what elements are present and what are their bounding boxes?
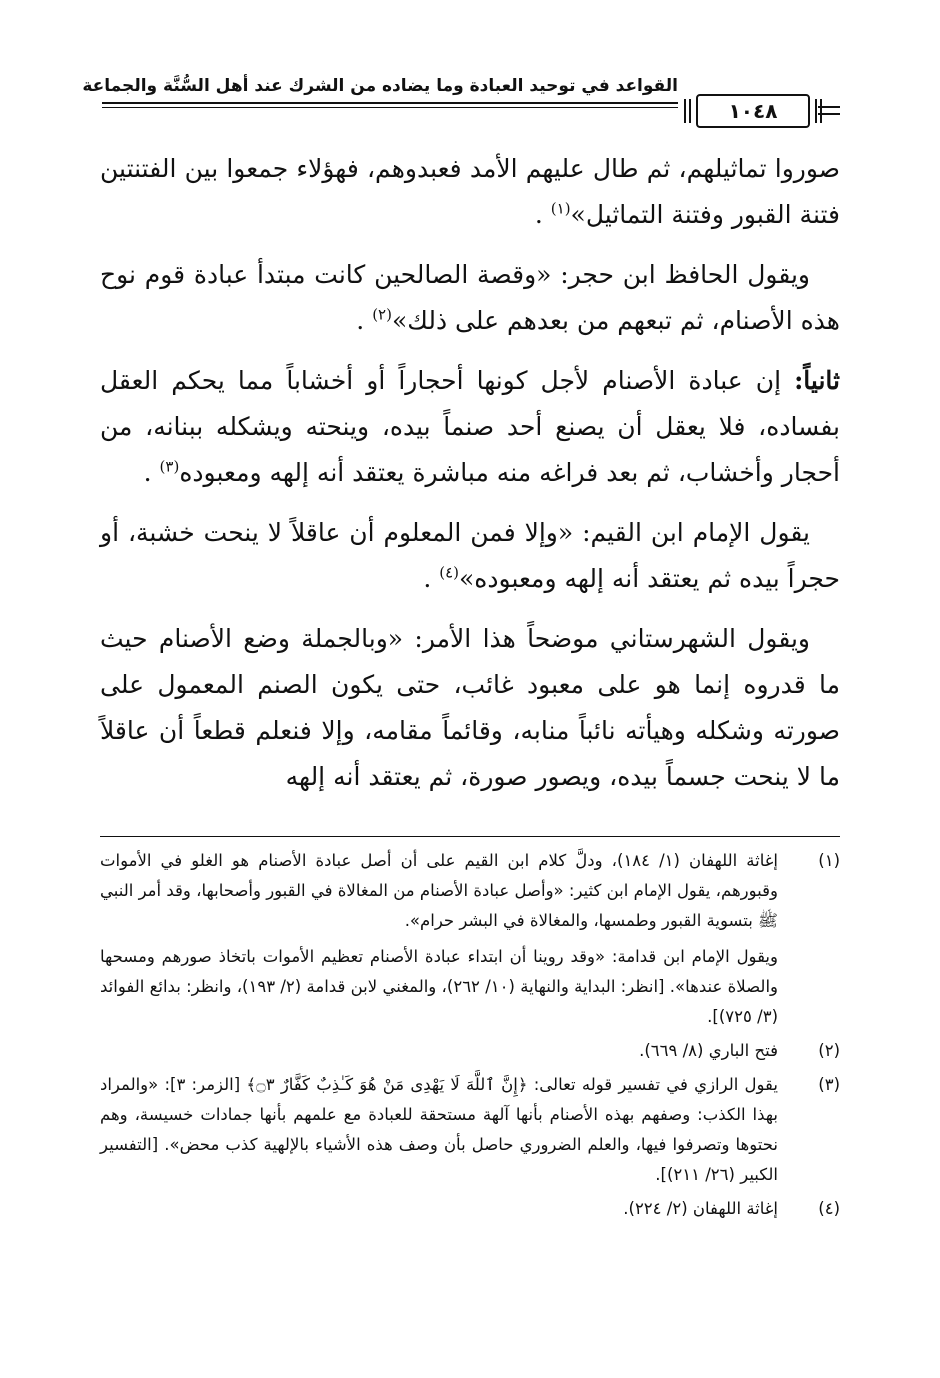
- footnote: [100, 1070, 840, 1190]
- footnote-text: إغاثة اللهفان (١/ ١٨٤)، ودلَّ كلام ابن القيم على أن أصل عبادة الأصنام هو الغلو في الأموات وقبورهم، يقول الإمام ابن كثير: «وأصل عبادة الأصنام من المغالاة في القبور وأصحابها، وقد أمر النبي ﷺ بتسوية القبور وطمسها، والمغالاة في البشر حرام».: [100, 851, 778, 930]
- page-number-box: [696, 94, 810, 128]
- footnote: [100, 1036, 840, 1066]
- footnote-text: إغاثة اللهفان (٢/ ٢٢٤).: [623, 1199, 778, 1218]
- paragraph: ويقول الشهرستاني موضحاً هذا الأمر: «وبالجملة وضع الأصنام حيث ما قدروه إنما هو على معبود غائب، حتى يكون الصنم المعمول على صورته وشكله وهيأته نائباً منابه، وقائماً مقامه، وإلا فنعلم قطعاً أن عاقلاً ما لا ينحت جسماً بيده، ويصور صورة، ثم يعتقد أنه إلهه: [100, 624, 840, 791]
- footnote-text: يقول الرازي في تفسير قوله تعالى: ﴿إِنَّ ٱللَّهَ لَا يَهْدِى مَنْ هُوَ كَـٰذِبٌ كَفَّارٌ ۝٣﴾ [الزمر: ٣]: «والمراد بهذا الكذب: وصفهم بهذه الأصنام بأنها آلهة مستحقة للعبادة مع علمهم بأنها جمادات خسيسة، وهم نحتوها وتصرفوا فيها، والعلم الضروري حاصل بأن وصف هذه الأشياء بالإلهية كذب محض». [التفسير الكبير (٢٦/ ٢١١)].: [100, 1075, 778, 1184]
- main-text: [100, 146, 840, 814]
- footnotes: [100, 846, 840, 1228]
- footnote: [100, 846, 840, 1032]
- footnote-number: (٢): [818, 1041, 840, 1060]
- header-rule-thin: [102, 107, 678, 108]
- footnote-ref[interactable]: (٤): [439, 563, 460, 582]
- footnote-number: (٤): [818, 1199, 840, 1218]
- footnote-separator: [100, 836, 840, 837]
- header-rule: [102, 102, 678, 104]
- footnote-text: فتح الباري (٨/ ٦٦٩).: [639, 1041, 778, 1060]
- running-title: القواعد في توحيد العبادة وما يضاده من الشرك عند أهل السُّنَّة والجماعة: [82, 76, 678, 96]
- page-header: [82, 76, 840, 136]
- paragraph: ويقول الحافظ ابن حجر: «وقصة الصالحين كانت مبتدأ عبادة قوم نوح هذه الأصنام، ثم تبعهم من بعدهم على ذلك»$^{(٢)}$ .: [100, 260, 840, 335]
- footnote-ref[interactable]: (٣): [159, 457, 180, 476]
- paragraph: يقول الإمام ابن القيم: «وإلا فمن المعلوم أن عاقلاً لا ينحت خشبة، أو حجراً بيده ثم يعتقد أنه إلهه ومعبوده»$^{(٤)}$ .: [100, 518, 840, 593]
- footnote-text: ويقول الإمام ابن قدامة: «وقد روينا أن ابتداء عبادة الأصنام تعظيم الأموات باتخاذ صورهم ومسحها والصلاة عندها». [انظر: البداية والنهاية (١٠/ ٢٦٢)، والمغني لابن قدامة (٢/ ١٩٣)، وانظر: بدائع الفوائد (٣/ ٧٢٥)].: [100, 947, 778, 1026]
- section-lead: ثانياً:: [794, 366, 840, 395]
- footnote: [100, 1194, 840, 1224]
- paragraph: ثانياً: إن عبادة الأصنام لأجل كونها أحجاراً أو أخشاباً مما يحكم العقل بفساده، فلا يعقل أن يصنع أحد صنماً بيده، وينحته ويشكله ببنانه، من أحجار وأخشاب، ثم بعد فراغه منه مباشرة يعتقد أنه إلهه ومعبوده$^{(٣)}$ .: [100, 366, 840, 487]
- page-number: ١٠٤٨: [728, 99, 778, 123]
- footnote-number: (١): [818, 851, 840, 870]
- footnote-ref[interactable]: (١): [550, 199, 571, 218]
- footnote-ref[interactable]: (٢): [372, 305, 392, 324]
- footnote-number: (٣): [818, 1075, 840, 1094]
- paragraph: صوروا تماثيلهم، ثم طال عليهم الأمد فعبدوهم، فهؤلاء جمعوا بين الفتنتين فتنة القبور وفتنة التماثيل»$^{(١)}$ .: [100, 154, 840, 229]
